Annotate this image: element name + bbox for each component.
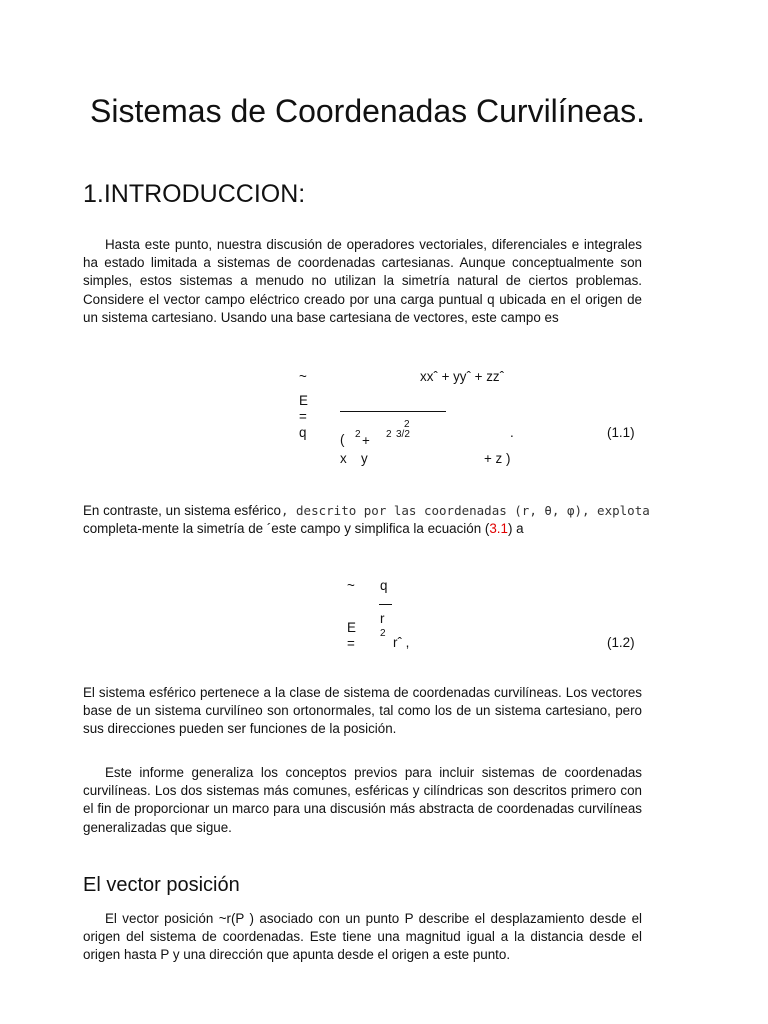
eq2-fraction-bar: [379, 604, 392, 605]
paragraph-vector-posicion: [83, 910, 642, 965]
paragraph-vector-posicion-text: El vector posición ~r(P ) asociado con un punto P describe el desplazamiento desde el origen del sistema de coordenadas. Este tiene una magnitud igual a la distancia desde el origen hasta P y una dirección que apunta desde el origen a este punto.: [83, 911, 642, 963]
eq1-number: (1.1): [607, 425, 635, 440]
eq2-rhat: rˆ ,: [393, 635, 410, 650]
paragraph-intro: [83, 236, 642, 327]
eq1-numerator: xxˆ + yyˆ + zzˆ: [420, 369, 505, 384]
eq2-E: E: [347, 620, 356, 635]
eq1-power: 3/2: [396, 429, 410, 440]
paragraph-generaliza-text: Este informe generaliza los conceptos previos para incluir sistemas de coordenadas curvilíneas. Los dos sistemas más comunes, esféricas y cilíndricas son descritos primero con el fin de proporcionar un marco para una discusión más abstracta de coordenadas curvilíneas generalizadas que sigue.: [83, 765, 642, 835]
paragraph-generaliza: [83, 764, 642, 837]
eq1-exp-2: 2: [404, 419, 410, 430]
eq1-sup-x: 2: [355, 429, 361, 440]
eq1-z: + z ): [484, 451, 511, 466]
eq1-lparen: (: [340, 432, 345, 447]
eq2-q: q: [380, 578, 388, 593]
eq1-sup-y: 2: [386, 429, 392, 440]
eq1-x: x: [340, 451, 347, 466]
eq1-y: y: [361, 451, 368, 466]
equation-reference-link[interactable]: 3.1: [489, 521, 508, 536]
eq1-plus: +: [362, 433, 370, 448]
contrast-text-b: , descrito por las coordenadas (r, θ, φ), explota: [280, 503, 650, 518]
eq2-equals: =: [347, 636, 355, 651]
paragraph-spherical: El sistema esférico pertenece a la clase de sistema de coordenadas curvilíneas. Los vectores base de un sistema curvilíneo son ortonormales, tal como los de un sistema cartesiano, pero sus direcciones pueden ser funciones de la posición.: [83, 685, 642, 737]
paragraph-intro-text: Hasta este punto, nuestra discusión de operadores vectoriales, diferenciales e integrales ha estado limitada a sistemas de coordenadas cartesianas. Aunque conceptualmente son simples, estos sistemas a menudo no utilizan la simetría natural de ciertos problemas. Considere el vector campo eléctrico creado por una carga puntual q ubicada en el origen de un sistema cartesiano. Usando una base cartesiana de vectores, este campo es: [83, 237, 642, 325]
contrast-text-c: completa-mente la simetría de ´este campo y simplifica la ecuación (: [83, 521, 490, 536]
eq1-tilde: ~: [299, 369, 307, 384]
eq1-fraction-bar: [340, 411, 446, 412]
section-heading-introduccion: 1.INTRODUCCION:: [83, 180, 306, 208]
eq2-tilde: ~: [347, 578, 355, 593]
section-heading-vector-posicion: El vector posición: [83, 874, 240, 896]
paragraph-contrast-line2: [83, 521, 524, 536]
contrast-text-d: ) a: [507, 521, 524, 536]
eq1-equals: =: [299, 409, 307, 424]
page-title: Sistemas de Coordenadas Curvilíneas.: [90, 93, 645, 129]
eq1-dot: .: [510, 425, 514, 440]
eq2-exp: 2: [380, 628, 386, 639]
eq1-E: E: [299, 393, 308, 408]
paragraph-contrast-line1: [83, 503, 650, 518]
eq1-q: q: [299, 425, 307, 440]
eq2-r: r: [380, 611, 385, 626]
contrast-text-a: En contraste, un sistema esférico: [83, 503, 281, 518]
eq2-number: (1.2): [607, 635, 635, 650]
